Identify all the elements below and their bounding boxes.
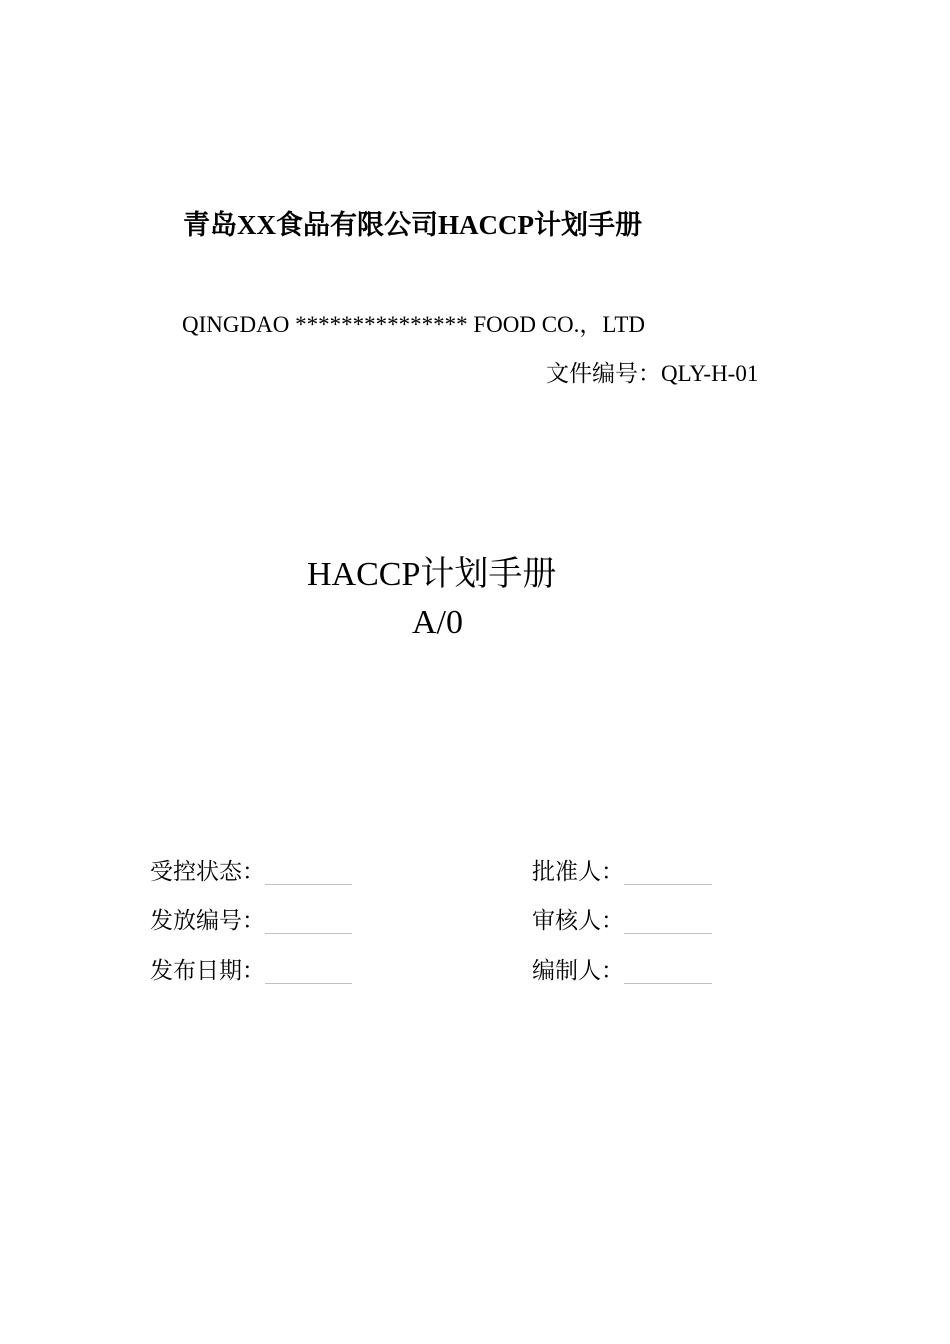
document-number-label: 文件编号： [546, 361, 661, 386]
version-label: A/0 [412, 604, 463, 641]
field-label: 审核人： [532, 908, 624, 933]
field-label: 编制人： [532, 958, 624, 983]
company-english-name: QINGDAO *************** FOOD CO.，LTD [182, 312, 645, 337]
field-approver [532, 856, 712, 888]
company-title: 青岛XX食品有限公司HACCP计划手册 [183, 210, 642, 240]
cover-title: HACCP计划手册 [307, 556, 557, 593]
document-number-value: QLY-H-01 [661, 361, 759, 386]
blank-line [265, 909, 352, 934]
blank-line [265, 860, 352, 885]
field-label: 批准人： [532, 859, 624, 884]
field-release-date [150, 955, 352, 987]
field-label: 受控状态： [150, 859, 265, 884]
blank-line [624, 860, 712, 885]
field-author [532, 955, 712, 987]
document-number [546, 358, 758, 390]
field-issue-number [150, 905, 352, 937]
field-label: 发放编号： [150, 908, 265, 933]
blank-line [624, 909, 712, 934]
field-label: 发布日期： [150, 958, 265, 983]
field-control-status [150, 856, 352, 888]
blank-line [265, 959, 352, 984]
field-reviewer [532, 905, 712, 937]
blank-line [624, 959, 712, 984]
